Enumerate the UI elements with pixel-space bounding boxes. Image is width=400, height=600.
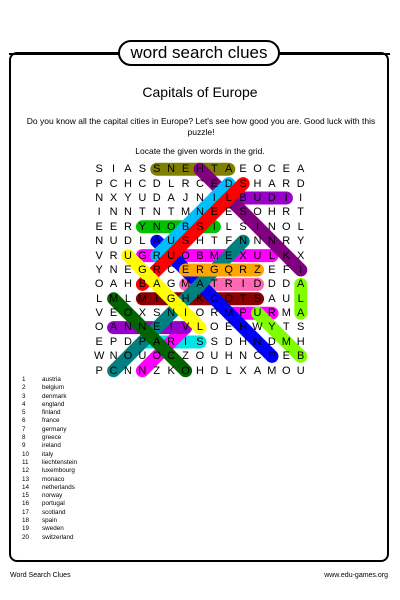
grid-cell[interactable]: L [268, 249, 275, 262]
word-list-item [22, 417, 182, 425]
grid-cell[interactable]: R [109, 249, 118, 262]
grid-cell[interactable]: H [124, 177, 132, 190]
grid-cell[interactable]: U [296, 364, 305, 377]
grid-cell[interactable]: A [153, 235, 161, 248]
grid-cell[interactable]: N [124, 364, 132, 377]
grid-cell[interactable]: S [181, 235, 190, 248]
grid-cell[interactable]: A [109, 278, 118, 291]
grid-cell[interactable]: I [112, 163, 116, 176]
word-list-item [22, 376, 182, 384]
grid-cell[interactable]: L [297, 292, 304, 305]
grid-cell[interactable]: A [225, 163, 233, 176]
grid-cell[interactable]: H [195, 163, 204, 176]
grid-cell[interactable]: N [138, 364, 147, 377]
grid-cell[interactable]: O [94, 278, 104, 291]
grid-cell[interactable]: S [196, 335, 204, 348]
grid-cell[interactable]: N [195, 206, 204, 219]
word-text: luxembourg [42, 467, 75, 475]
grid-cell[interactable]: T [297, 206, 305, 219]
grid-cell[interactable]: A [296, 307, 305, 320]
grid-cell[interactable]: H [195, 364, 204, 377]
grid-cell[interactable]: E [109, 220, 118, 233]
grid-cell[interactable]: N [152, 220, 161, 233]
word-list-item [22, 451, 182, 459]
word-text: portugal [42, 500, 65, 508]
word-text: ireland [42, 442, 61, 450]
grid-cell[interactable]: T [167, 206, 175, 219]
grid-cell[interactable]: I [241, 278, 245, 291]
grid-cell[interactable]: N [152, 206, 161, 219]
word-number: 15 [22, 492, 30, 500]
grid-cell[interactable]: I [212, 191, 216, 204]
grid-cell[interactable]: X [138, 307, 147, 320]
grid-cell[interactable]: Y [124, 191, 132, 204]
grid-cell[interactable]: N [253, 335, 262, 348]
grid-cell[interactable]: N [109, 350, 118, 363]
grid-cell[interactable]: A [153, 278, 161, 291]
word-number: 2 [22, 384, 26, 392]
grid-cell[interactable]: U [210, 350, 219, 363]
grid-cell[interactable]: A [153, 335, 161, 348]
grid-cell[interactable]: L [196, 321, 203, 334]
word-number: 16 [22, 500, 30, 508]
grid-cell[interactable]: E [95, 220, 103, 233]
grid-cell[interactable]: F [282, 263, 290, 276]
grid-cell[interactable]: D [282, 278, 291, 291]
word-list-item [22, 467, 182, 475]
word-text: norway [42, 492, 63, 500]
word-list [22, 376, 182, 542]
grid-cell[interactable]: R [267, 307, 276, 320]
grid-cell[interactable]: A [268, 292, 276, 305]
grid-cell[interactable]: A [296, 163, 305, 176]
grid-cell[interactable]: T [210, 235, 218, 248]
grid-cell[interactable]: D [224, 177, 233, 190]
word-list-item [22, 401, 182, 409]
grid-cell[interactable]: E [268, 263, 276, 276]
grid-cell[interactable]: Z [254, 263, 261, 276]
grid-cell[interactable]: O [181, 249, 190, 262]
grid-cell[interactable]: U [253, 249, 262, 262]
grid-cell[interactable]: I [284, 191, 288, 204]
grid-cell[interactable]: P [95, 177, 103, 190]
grid-cell[interactable]: D [124, 235, 132, 248]
word-number: 1 [22, 376, 26, 383]
grid-cell[interactable]: H [195, 235, 204, 248]
grid-cell[interactable]: N [239, 235, 248, 248]
grid-cell[interactable]: V [95, 249, 103, 262]
word-number: 17 [22, 508, 30, 516]
grid-cell[interactable]: G [138, 263, 147, 276]
word-text: netherlands [42, 483, 75, 491]
grid-cell[interactable]: C [109, 177, 118, 190]
grid-cell[interactable]: I [169, 321, 173, 334]
grid-cell[interactable]: K [196, 292, 204, 305]
grid-cell[interactable]: O [195, 307, 205, 320]
word-number: 9 [22, 442, 26, 450]
grid-cell[interactable]: D [124, 335, 132, 348]
grid-cell[interactable]: P [239, 307, 247, 320]
grid-cell[interactable]: H [124, 278, 132, 291]
grid-cell[interactable]: B [181, 220, 190, 233]
word-number: 8 [22, 434, 26, 442]
grid-cell[interactable]: L [139, 235, 146, 248]
grid-cell[interactable]: E [124, 263, 132, 276]
grid-cell[interactable]: O [152, 350, 162, 363]
word-number: 3 [22, 392, 26, 400]
grid-cell[interactable]: N [124, 206, 132, 219]
grid-cell[interactable]: G [166, 292, 176, 305]
grid-cell[interactable]: O [253, 163, 262, 176]
grid-cell[interactable]: X [109, 191, 118, 204]
word-list-item [22, 384, 182, 392]
puzzle-title: Capitals of Europe [142, 84, 258, 100]
grid-cell[interactable]: C [253, 350, 262, 363]
grid-cell[interactable]: M [180, 278, 191, 291]
grid-cell[interactable]: M [281, 307, 291, 320]
word-list-item [22, 393, 182, 401]
grid-cell[interactable]: B [296, 350, 305, 363]
grid-cell[interactable]: I [299, 191, 303, 204]
grid-cell[interactable]: R [152, 249, 161, 262]
footer-url[interactable]: www.edu-games.org [324, 572, 388, 579]
grid-cell[interactable]: D [267, 191, 276, 204]
grid-cell[interactable]: L [225, 191, 232, 204]
grid-cell[interactable]: S [95, 163, 103, 176]
grid-cell[interactable]: U [253, 307, 262, 320]
grid-cell[interactable]: B [138, 278, 147, 291]
grid-cell[interactable]: D [296, 177, 305, 190]
puzzle-instruction: Locate the given words in the grid. [135, 146, 265, 156]
grid-cell[interactable]: R [167, 335, 176, 348]
grid-cell[interactable]: N [95, 235, 104, 248]
grid-cell[interactable]: N [267, 220, 276, 233]
grid-cell[interactable]: I [212, 220, 216, 233]
grid-cell[interactable]: L [225, 220, 232, 233]
grid-cell[interactable]: E [181, 263, 190, 276]
grid-cell[interactable]: S [153, 307, 161, 320]
word-number: 20 [22, 533, 30, 541]
grid-cell[interactable]: A [296, 278, 305, 291]
word-number: 10 [22, 450, 30, 458]
grid-cell[interactable]: E [225, 249, 233, 262]
grid-cell[interactable]: E [282, 350, 290, 363]
word-list-item [22, 492, 182, 500]
grid-cell[interactable]: P [268, 350, 276, 363]
grid-cell[interactable]: N [239, 350, 248, 363]
grid-cell[interactable]: U [124, 249, 132, 262]
grid-cell[interactable]: H [253, 177, 262, 190]
word-text: switzerland [42, 533, 74, 541]
grid-cell[interactable]: I [155, 292, 159, 305]
grid-cell[interactable]: M [137, 292, 147, 305]
grid-cell[interactable]: Y [268, 321, 276, 334]
grid-cell[interactable]: R [195, 263, 204, 276]
word-number: 6 [22, 417, 26, 425]
word-list-item [22, 476, 182, 484]
word-list-item [22, 525, 182, 533]
grid-cell[interactable]: R [239, 263, 248, 276]
grid-cell[interactable]: S [138, 163, 147, 176]
grid-cell[interactable]: L [124, 292, 132, 305]
grid-cell[interactable]: R [224, 278, 233, 291]
grid-cell[interactable]: U [253, 191, 262, 204]
grid-cell[interactable]: S [239, 220, 247, 233]
grid-cell[interactable]: R [282, 235, 291, 248]
footer-brand: Word Search Clues [10, 572, 71, 579]
letter-grid[interactable] [92, 162, 308, 378]
grid-cell[interactable]: Y [95, 263, 103, 276]
grid-cell[interactable]: O [253, 206, 262, 219]
grid-cell[interactable]: R [210, 307, 219, 320]
grid-cell[interactable]: A [167, 191, 175, 204]
grid-cell[interactable]: D [267, 278, 276, 291]
word-list-item [22, 459, 182, 467]
grid-cell[interactable]: N [267, 235, 276, 248]
word-text: monaco [42, 475, 65, 483]
grid-cell[interactable]: G [166, 278, 176, 291]
grid-cell[interactable]: J [182, 191, 189, 204]
grid-cell[interactable]: H [181, 292, 190, 305]
grid-cell[interactable]: H [239, 335, 248, 348]
grid-cell[interactable]: S [253, 292, 262, 305]
grid-cell[interactable]: M [109, 292, 119, 305]
word-text: finland [42, 409, 61, 417]
grid-cell[interactable]: A [253, 364, 262, 377]
grid-cell[interactable]: I [184, 307, 188, 320]
grid-cell[interactable]: A [124, 163, 132, 176]
grid-cell[interactable]: E [282, 163, 290, 176]
grid-cell[interactable]: I [97, 206, 101, 219]
grid-cell[interactable]: X [239, 364, 247, 377]
word-list-item [22, 484, 182, 492]
grid-cell[interactable]: M [267, 364, 277, 377]
grid-cell[interactable]: U [138, 191, 147, 204]
grid-cell[interactable]: I [255, 220, 260, 233]
grid-cell[interactable]: K [167, 364, 175, 377]
grid-cell[interactable]: G [138, 249, 147, 262]
grid-cell[interactable]: R [152, 263, 161, 276]
word-text: scotland [42, 508, 66, 516]
grid-cell[interactable]: C [210, 292, 219, 305]
word-text: england [42, 400, 65, 408]
grid-cell[interactable]: U [167, 249, 176, 262]
word-text: spain [42, 517, 58, 525]
grid-cell[interactable]: U [138, 350, 147, 363]
grid-cell[interactable]: V [181, 321, 190, 334]
grid-cell[interactable]: R [124, 220, 132, 233]
grid-cell[interactable]: H [239, 321, 248, 334]
grid-cell[interactable]: H [267, 206, 276, 219]
grid-cell[interactable]: E [109, 307, 118, 320]
grid-cell[interactable]: L [297, 220, 304, 233]
grid-cell[interactable]: O [181, 364, 190, 377]
grid-cell[interactable]: M [180, 206, 191, 219]
grid-cell[interactable]: T [239, 292, 247, 305]
word-text: germany [42, 425, 67, 433]
word-text: austria [42, 376, 61, 383]
grid-cell[interactable]: C [167, 350, 176, 363]
puzzle-intro: Do you know all the capital cities in Europe? Let's see how good you are. Good luck with this puzzle! [26, 116, 376, 137]
grid-cell[interactable]: B [239, 191, 247, 204]
word-number: 13 [22, 475, 30, 483]
grid-cell[interactable]: S [196, 220, 204, 233]
grid-cell[interactable]: E [95, 335, 103, 348]
grid-cell[interactable]: D [253, 278, 262, 291]
grid-cell[interactable]: N [195, 191, 204, 204]
word-number: 5 [22, 409, 26, 417]
grid-cell[interactable]: E [225, 206, 233, 219]
grid-cell[interactable]: S [296, 321, 305, 334]
grid-cell[interactable]: T [282, 321, 290, 334]
grid-cell[interactable]: S [153, 163, 161, 176]
word-list-item [22, 509, 182, 517]
grid-cell[interactable]: P [138, 335, 147, 348]
grid-cell[interactable]: E [210, 177, 218, 190]
word-text: belgium [42, 384, 65, 392]
grid-cell[interactable]: L [96, 292, 103, 305]
word-number: 18 [22, 517, 30, 525]
grid-cell[interactable]: M [209, 249, 219, 262]
grid-cell[interactable]: U [167, 235, 176, 248]
grid-cell[interactable]: E [239, 163, 247, 176]
grid-cell[interactable]: O [195, 350, 205, 363]
word-list-item [22, 534, 182, 542]
word-list-item [22, 409, 182, 417]
grid-cell[interactable]: E [210, 206, 218, 219]
grid-cell[interactable]: N [109, 263, 118, 276]
grid-cell[interactable]: L [168, 177, 175, 190]
word-text: france [42, 417, 60, 425]
grid-cell[interactable]: O [166, 220, 176, 233]
grid-cell[interactable]: O [94, 321, 104, 334]
grid-cell[interactable]: X [296, 249, 305, 262]
grid-cell[interactable]: K [282, 249, 290, 262]
grid-cell[interactable]: R [282, 177, 291, 190]
grid-cell[interactable]: O [224, 292, 233, 305]
grid-cell[interactable]: A [268, 177, 276, 190]
grid-cell[interactable]: Z [182, 350, 189, 363]
grid-cell[interactable]: D [152, 191, 161, 204]
grid-cell[interactable]: I [184, 335, 188, 348]
grid-cell[interactable]: W [252, 321, 263, 334]
grid-cell[interactable]: X [239, 249, 247, 262]
grid-cell[interactable]: N [109, 206, 118, 219]
grid-cell[interactable]: C [138, 177, 147, 190]
grid-cell[interactable]: C [167, 263, 176, 276]
word-list-item [22, 434, 182, 442]
grid-cell[interactable]: E [225, 321, 233, 334]
word-text: italy [42, 450, 54, 458]
grid-cell[interactable]: Z [153, 364, 161, 377]
word-list-item [22, 517, 182, 525]
grid-cell[interactable]: N [167, 307, 176, 320]
word-list-item [22, 442, 182, 450]
word-text: denmark [42, 392, 67, 400]
grid-cell[interactable]: Y [296, 235, 305, 248]
word-number: 11 [22, 458, 29, 466]
grid-cell[interactable]: O [210, 321, 219, 334]
grid-cell[interactable]: C [195, 177, 204, 190]
grid-cell[interactable]: M [224, 307, 234, 320]
grid-cell[interactable]: R [282, 206, 291, 219]
grid-cell[interactable]: D [210, 364, 219, 377]
grid-cell[interactable]: M [281, 335, 291, 348]
grid-cell[interactable]: G [210, 263, 219, 276]
grid-cell[interactable]: U [282, 292, 291, 305]
grid-cell[interactable]: F [225, 235, 233, 248]
grid-cell[interactable]: O [123, 350, 133, 363]
word-number: 7 [22, 425, 26, 433]
grid-cell[interactable]: D [152, 177, 161, 190]
grid-cell[interactable]: A [196, 278, 204, 291]
word-search-grid[interactable] [92, 162, 308, 378]
word-number: 19 [22, 525, 30, 533]
word-text: liechtenstein [42, 458, 78, 466]
header-label: word search clues [118, 40, 280, 66]
word-list-item [22, 500, 182, 508]
grid-cell[interactable]: H [224, 350, 233, 363]
word-number: 4 [22, 400, 26, 408]
word-number: 12 [22, 467, 30, 475]
grid-cell[interactable]: N [253, 235, 262, 248]
grid-cell[interactable]: O [281, 364, 291, 377]
grid-cell[interactable]: C [109, 364, 118, 377]
grid-cell[interactable]: W [94, 350, 105, 363]
grid-cell[interactable]: B [196, 249, 204, 262]
grid-cell[interactable]: C [267, 163, 276, 176]
grid-cell[interactable]: E [153, 321, 161, 334]
grid-cell[interactable]: V [95, 307, 103, 320]
grid-cell[interactable]: D [267, 335, 276, 348]
grid-cell[interactable]: I [299, 263, 303, 276]
grid-cell[interactable]: E [181, 163, 190, 176]
grid-cell[interactable]: P [109, 335, 118, 348]
grid-cell[interactable]: S [210, 335, 218, 348]
grid-cell[interactable]: N [138, 321, 147, 334]
grid-cell[interactable]: O [123, 307, 133, 320]
grid-cell[interactable]: T [139, 206, 146, 219]
grid-cell[interactable]: U [109, 235, 118, 248]
grid-cell[interactable]: T [210, 278, 218, 291]
word-text: greece [42, 434, 62, 442]
word-number: 14 [22, 483, 30, 491]
word-list-item [22, 426, 182, 434]
grid-cell[interactable]: Y [138, 220, 147, 233]
word-text: sweden [42, 525, 64, 533]
grid-cell[interactable]: N [124, 321, 132, 334]
grid-cell[interactable]: O [281, 220, 291, 233]
grid-cell[interactable]: N [167, 163, 176, 176]
grid-cell[interactable]: N [95, 191, 104, 204]
grid-cell[interactable]: D [224, 335, 233, 348]
grid-cell[interactable]: S [239, 177, 247, 190]
grid-cell[interactable]: A [109, 321, 118, 334]
grid-cell[interactable]: P [95, 364, 103, 377]
grid-cell[interactable]: L [225, 364, 232, 377]
grid-cell[interactable]: S [239, 206, 247, 219]
grid-cell[interactable]: Q [224, 263, 233, 276]
grid-cell[interactable]: R [181, 177, 190, 190]
grid-cell[interactable]: T [210, 163, 218, 176]
grid-cell[interactable]: H [296, 335, 305, 348]
